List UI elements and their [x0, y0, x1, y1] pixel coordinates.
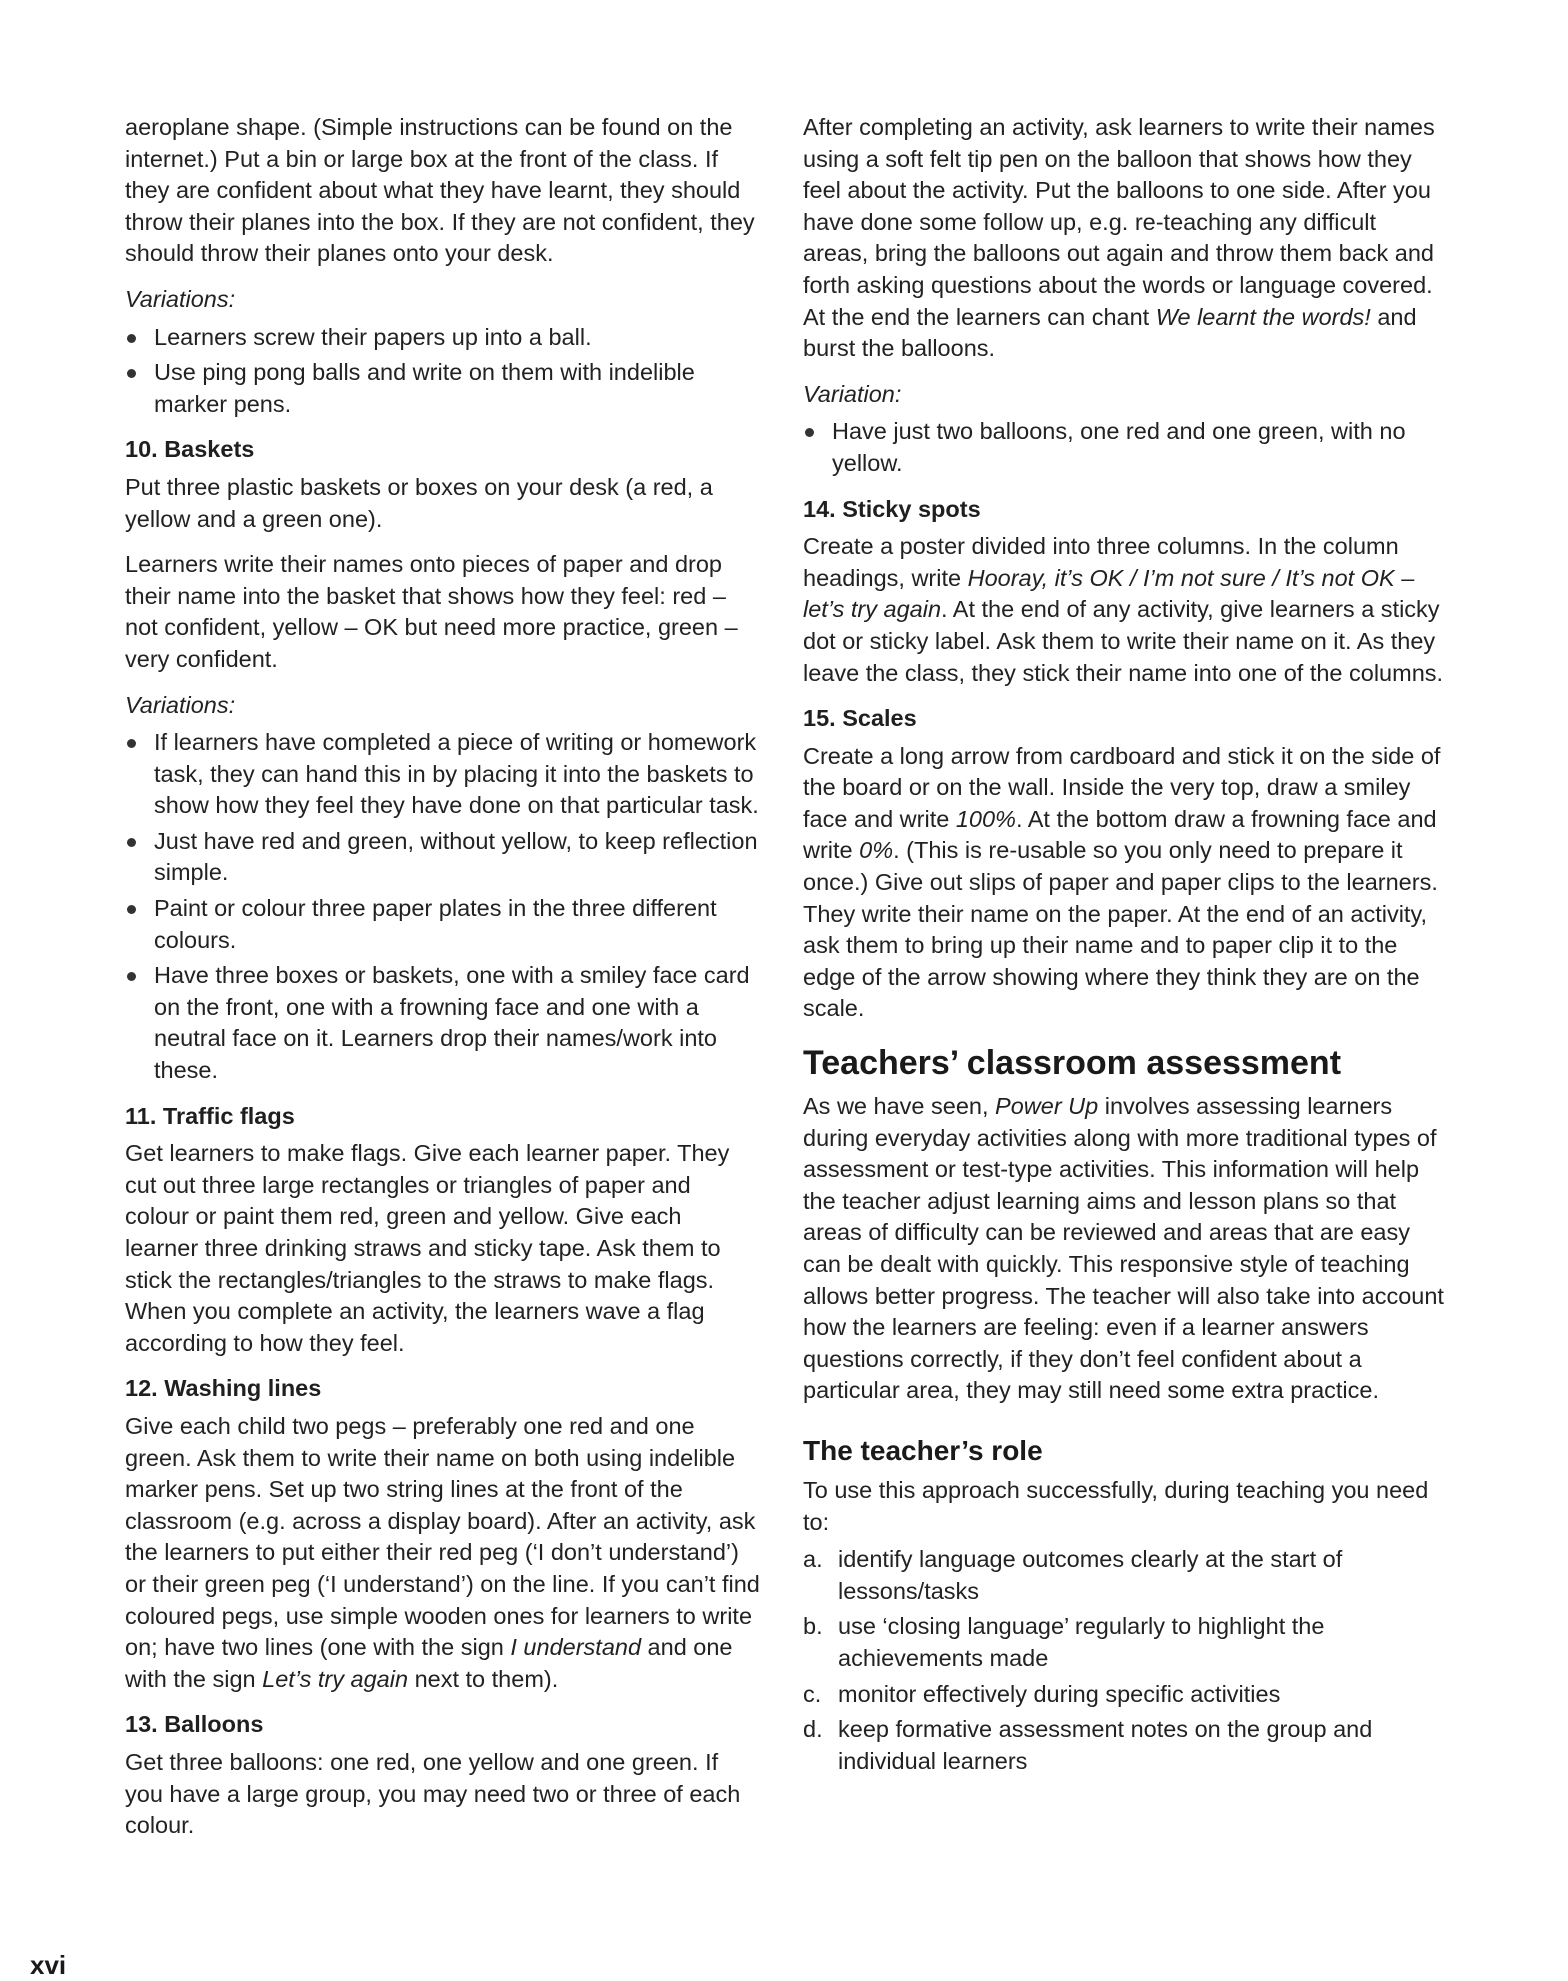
section-heading-traffic-flags: 11. Traffic flags	[125, 1102, 295, 1129]
bullet-icon	[127, 369, 136, 378]
list-item: d. keep formative assessment notes on the group and individual learners	[803, 1716, 1373, 1774]
left-column	[125, 112, 761, 1842]
page-number: xvi	[30, 1950, 67, 1980]
assessment-paragraph: As we have seen, Power Up involves assessing learners during everyday activities along with more traditional types of assessment or test-type activities. This information will help the teacher adjust learning aims and lesson plans so that areas of difficulty can be reviewed and areas that are easy can be dealt with quickly. This responsive style of teaching allows better progress. The teacher will also take into account how the learners are feeling: even if a learner answers questions correctly, if they don’t feel confident about a particular area, they may still need some extra practice.	[803, 1093, 1444, 1404]
list-item: If learners have completed a piece of writing or homework task, they can hand this in by placing it into the baskets to show how they feel they have done on that particular task.	[125, 727, 761, 822]
variation-label: Variation:	[803, 380, 902, 407]
list-item: Learners screw their papers up into a ball.	[125, 322, 761, 354]
right-column	[803, 112, 1445, 1781]
intro-paragraph: aeroplane shape. (Simple instructions can be found on the internet.) Put a bin or large box at the front of the class. If they are confident about what they have learnt, they should throw their planes into the box. If they are not confident, they should throw their planes onto your desk.	[125, 114, 755, 267]
baskets-paragraph-2: Learners write their names onto pieces of paper and drop their name into the basket that shows how they feel: red – not confident, yellow – OK but need more practice, green – very confident.	[125, 551, 738, 672]
section-heading-washing-lines: 12. Washing lines	[125, 1375, 322, 1402]
list-item: Just have red and green, without yellow, to keep reflection simple.	[125, 826, 761, 889]
section-heading-teachers-role: The teacher’s role	[803, 1434, 1043, 1466]
list-item: b. use ‘closing language’ regularly to highlight the achievements made	[803, 1613, 1325, 1671]
list-item: Use ping pong balls and write on them with indelible marker pens.	[125, 357, 761, 420]
bullet-icon	[127, 838, 136, 847]
bullet-icon	[127, 972, 136, 981]
variation-list	[803, 416, 1445, 479]
section-heading-scales: 15. Scales	[803, 705, 917, 732]
traffic-flags-paragraph: Get learners to make flags. Give each learner paper. They cut out three large rectangles or triangles of paper and colour or paint them red, green and yellow. Give each learner three drinking straws and sticky tape. Ask them to stick the rectangles/triangles to the straws to make flags. When you complete an activity, the learners wave a flag according to how they feel.	[125, 1140, 730, 1356]
variations-label: Variations:	[125, 691, 236, 718]
list-item: Paint or colour three paper plates in the three different colours.	[125, 893, 761, 956]
list-item: Have three boxes or baskets, one with a smiley face card on the front, one with a frowning face and one with a neutral face on it. Learners drop their names/work into these.	[125, 960, 761, 1086]
baskets-paragraph-1: Put three plastic baskets or boxes on your desk (a red, a yellow and a green one).	[125, 473, 713, 532]
section-heading-assessment: Teachers’ classroom assessment	[803, 1044, 1342, 1083]
bullet-icon	[127, 739, 136, 748]
baskets-variations-list	[125, 727, 761, 1087]
variations-list	[125, 322, 761, 421]
list-item: a. identify language outcomes clearly at the start of lessons/tasks	[803, 1546, 1343, 1604]
variations-label: Variations:	[125, 285, 236, 312]
section-heading-baskets: 10. Baskets	[125, 436, 255, 463]
bullet-icon	[127, 905, 136, 914]
section-heading-sticky-spots: 14. Sticky spots	[803, 495, 981, 522]
sticky-spots-paragraph: Create a poster divided into three columns. In the column headings, write Hooray, it’s OK / I’m not sure / It’s not OK – let’s try again. At the end of any activity, give learners a sticky dot or sticky label. Ask them to write their name on it. As they leave the class, they stick their name into one of the columns.	[803, 533, 1444, 686]
balloons-paragraph: Get three balloons: one red, one yellow and one green. If you have a large group, you may need two or three of each colour.	[125, 1748, 741, 1839]
teachers-role-list	[803, 1544, 1445, 1777]
bullet-icon	[805, 428, 814, 437]
balloons-continued-paragraph: After completing an activity, ask learners to write their names using a soft felt tip pen on the balloon that shows how they feel about the activity. Put the balloons to one side. After you have done some follow up, e.g. re-teaching any difficult areas, bring the balloons out again and throw them back and forth asking questions about the words or language covered. At the end the learners can chant We learnt the words! and burst the balloons.	[803, 114, 1435, 362]
list-item: Have just two balloons, one red and one green, with no yellow.	[803, 416, 1445, 479]
section-heading-balloons: 13. Balloons	[125, 1711, 264, 1738]
scales-paragraph: Create a long arrow from cardboard and stick it on the side of the board or on the wall. Inside the very top, draw a smiley face and write 100%. At the bottom draw a frowning face and write 0%. (This is re-usable so you only need to prepare it once.) Give out slips of paper and paper clips to the learners. They write their name on the paper. At the end of an activity, ask them to bring up their name and to paper clip it to the edge of the arrow showing where they think they are on the scale.	[803, 742, 1441, 1022]
list-item: c. monitor effectively during specific activities	[803, 1680, 1281, 1707]
washing-lines-paragraph: Give each child two pegs – preferably one red and one green. Ask them to write their name on both using indelible marker pens. Set up two string lines at the front of the classroom (e.g. across a display board). After an activity, ask the learners to put either their red peg (‘I don’t understand’) or their green peg (‘I understand’) on the line. If you can’t find coloured pegs, use simple wooden ones for learners to write on; have two lines (one with the sign I understand and one with the sign Let’s try again next to them).	[125, 1412, 760, 1692]
teachers-role-intro: To use this approach successfully, during teaching you need to:	[803, 1476, 1429, 1535]
bullet-icon	[127, 334, 136, 343]
